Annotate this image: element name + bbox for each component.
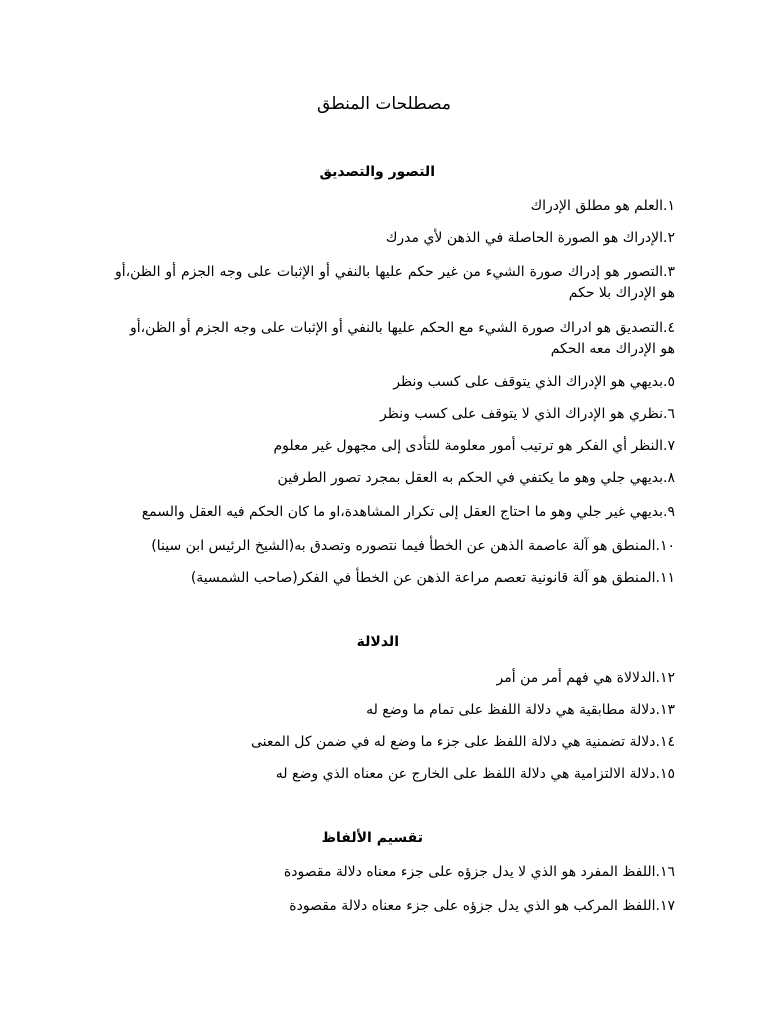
item-number: ٢ [667,230,675,246]
section-heading-word-division: تقسيم الألفاظ [321,830,423,846]
list-item: ١٤.دلالة تضمنية هي دلالة اللفظ على جزء ما وضع له في ضمن كل المعنى [250,734,675,750]
list-item: ٤.التصديق هو ادراك صورة الشيء مع الحكم عليها بالنفي أو الإثبات على وجه الجزم أو الظن،أو هو الإدراك معه الحكم [130,320,675,357]
item-text: العلم هو مطلق الإدراك [530,198,664,214]
item-text: دلالة تضمنية هي دلالة اللفظ على جزء ما وضع له في ضمن كل المعنى [250,734,656,750]
list-item: ٩.بديهي غير جلي وهو ما احتاج العقل إلى تكرار المشاهدة،او ما كان الحكم فيه العقل والسمع [141,504,675,520]
item-number: ١٥ [659,766,675,782]
item-number: ٨ [667,470,675,486]
section-heading-signification: الدلالة [356,634,399,650]
list-item: ١٣.دلالة مطابقية هي دلالة اللفظ على تمام ما وضع له [366,702,675,718]
item-number: ٧ [667,438,675,454]
item-text: الإدراك هو الصورة الحاصلة في الذهن لأي مدرك [385,230,664,246]
item-number: ٤ [667,320,675,336]
list-item: ١٦.اللفظ المفرد هو الذي لا يدل جزؤه على جزء معناه دلالة مقصودة [283,864,675,880]
list-item: ٢.الإدراك هو الصورة الحاصلة في الذهن لأي مدرك [385,230,675,246]
item-text: بديهي غير جلي وهو ما احتاج العقل إلى تكرار المشاهدة،او ما كان الحكم فيه العقل والسمع [141,504,664,520]
item-text: الدلالاة هي فهم أمر من أمر [496,670,656,686]
list-item: ٥.بديهي هو الإدراك الذي يتوقف على كسب ونظر [393,374,675,390]
section-heading-concept-and-assent: التصور والتصديق [319,164,435,180]
item-text: التصور هو إدراك صورة الشيء من غير حكم عليها بالنفي أو الإثبات على وجه الجزم أو الظن،أو هو الإدراك بلا حكم [115,264,675,301]
list-item: ٣.التصور هو إدراك صورة الشيء من غير حكم عليها بالنفي أو الإثبات على وجه الجزم أو الظن،أو هو الإدراك بلا حكم [115,264,675,301]
list-item: ١٥.دلالة الالتزامية هي دلالة اللفظ على الخارج عن معناه الذي وضع له [275,766,675,782]
item-text: التصديق هو ادراك صورة الشيء مع الحكم عليها بالنفي أو الإثبات على وجه الجزم أو الظن،أو هو الإدراك معه الحكم [130,320,675,357]
list-item: ١٠.المنطق هو آلة عاصمة الذهن عن الخطأ فيما نتصوره وتصدق به(الشيخ الرئيس ابن سينا) [151,538,675,554]
item-number: ١ [667,198,675,214]
item-text: دلالة مطابقية هي دلالة اللفظ على تمام ما وضع له [366,702,656,718]
item-text: نظري هو الإدراك الذي لا يتوقف على كسب ونظر [380,406,664,422]
item-number: ٣ [667,264,675,280]
item-text: بديهي جلي وهو ما يكتفي في الحكم به العقل بمجرد تصور الطرفين [277,470,664,486]
document-title: مصطلحات المنطق [317,94,451,114]
item-number: ١٠ [659,538,675,554]
item-number: ١٤ [659,734,675,750]
item-number: ١٣ [659,702,675,718]
item-number: ١٦ [659,864,675,880]
item-text: اللفظ المركب هو الذي يدل جزؤه على جزء معناه دلالة مقصودة [289,898,656,914]
item-text: المنطق هو آلة عاصمة الذهن عن الخطأ فيما نتصوره وتصدق به(الشيخ الرئيس ابن سينا) [151,538,656,554]
item-text: دلالة الالتزامية هي دلالة اللفظ على الخارج عن معناه الذي وضع له [275,766,656,782]
item-number: ١٧ [659,898,675,914]
item-number: ١٢ [659,670,675,686]
item-number: ١١ [659,570,675,586]
list-item: ١١.المنطق هو آلة قانونية تعصم مراعة الذهن عن الخطأ في الفكر(صاحب الشمسية) [190,570,675,586]
item-text: المنطق هو آلة قانونية تعصم مراعة الذهن عن الخطأ في الفكر(صاحب الشمسية) [190,570,656,586]
item-text: اللفظ المفرد هو الذي لا يدل جزؤه على جزء معناه دلالة مقصودة [283,864,656,880]
item-number: ٩ [667,504,675,520]
item-text: النظر أي الفكر هو ترتيب أمور معلومة للتأدى إلى مجهول غير معلوم [273,438,664,454]
list-item: ٨.بديهي جلي وهو ما يكتفي في الحكم به العقل بمجرد تصور الطرفين [277,470,675,486]
item-number: ٦ [667,406,675,422]
list-item: ٧.النظر أي الفكر هو ترتيب أمور معلومة للتأدى إلى مجهول غير معلوم [273,438,675,454]
list-item: ١٢.الدلالاة هي فهم أمر من أمر [496,670,675,686]
item-text: بديهي هو الإدراك الذي يتوقف على كسب ونظر [393,374,664,390]
list-item: ٦.نظري هو الإدراك الذي لا يتوقف على كسب ونظر [380,406,675,422]
list-item: ١.العلم هو مطلق الإدراك [530,198,675,214]
list-item: ١٧.اللفظ المركب هو الذي يدل جزؤه على جزء معناه دلالة مقصودة [289,898,675,914]
item-number: ٥ [667,374,675,390]
